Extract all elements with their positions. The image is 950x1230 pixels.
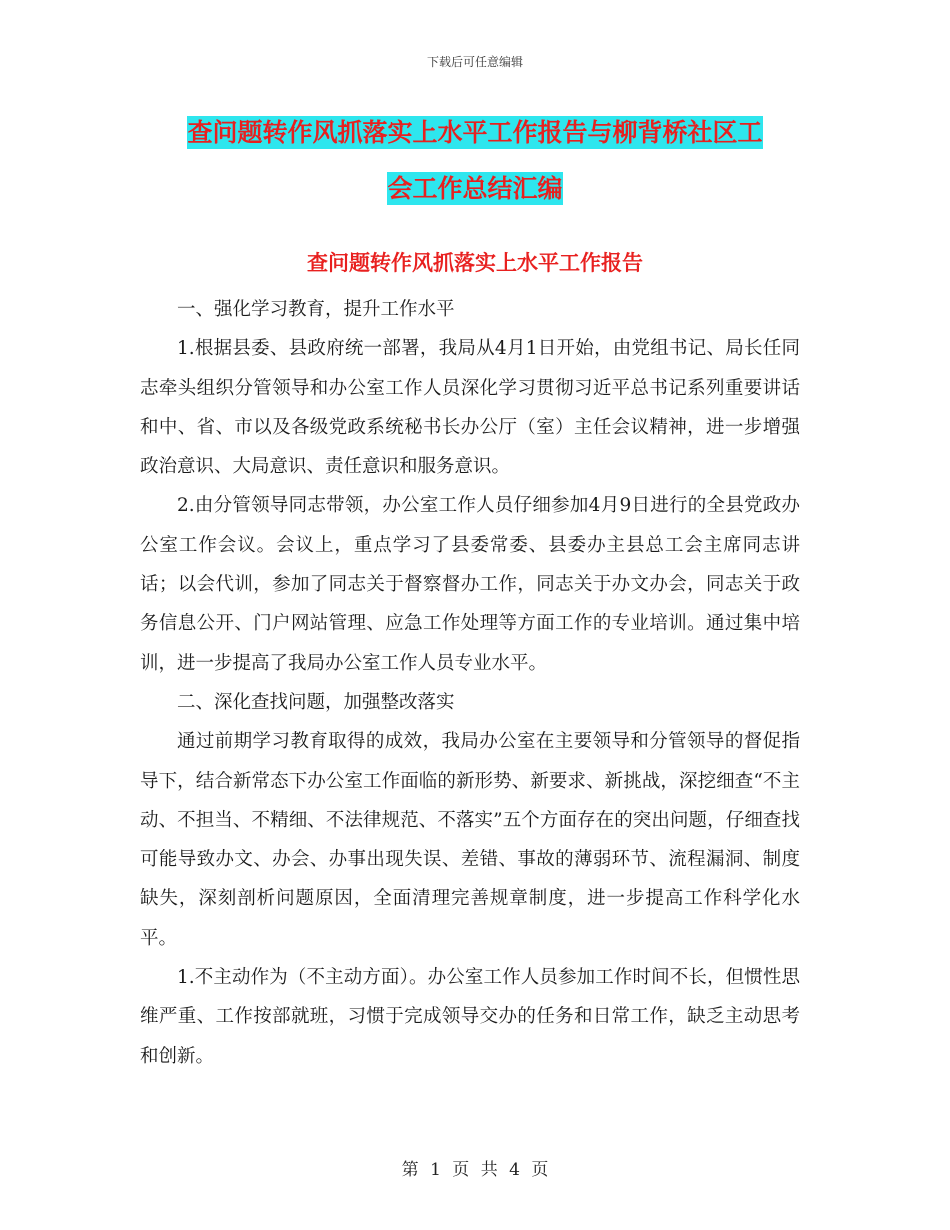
- paragraph: 2.由分管领导同志带领，办公室工作人员仔细参加4月9日进行的全县党政办公室工作会议。会议上，重点学习了县委常委、县委办主县总工会主席同志讲话；以会代训，参加了同志关于督察督办工作，同志关于办文办会，同志关于政务信息公开、门户网站管理、应急工作处理等方面工作的专业培训。通过集中培训，进一步提高了我局办公室工作人员专业水平。: [140, 495, 800, 674]
- main-title-line-2: 会工作总结汇编: [387, 174, 563, 203]
- paragraph: 通过前期学习教育取得的成效，我局办公室在主要领导和分管领导的督促指导下，结合新常态下办公室工作面临的新形势、新要求、新挑战，深挖细查“不主动、不担当、不精细、不法律规范、不落实”五个方面存在的突出问题，仔细查找可能导致办文、办会、办事出现失误、差错、事故的薄弱环节、流程漏洞、制度缺失，深刻剖析问题原因，全面清理完善规章制度，进一步提高工作科学化水平。: [140, 731, 800, 949]
- page-number: 第 1 页 共 4 页: [401, 1160, 549, 1180]
- heading-1: 一、强化学习教育，提升工作水平: [177, 299, 455, 320]
- paragraph: 1.根据县委、县政府统一部署，我局从4月1日开始，由党组书记、局长任同志牵头组织分管领导和办公室工作人员深化学习贯彻习近平总书记系列重要讲话和中、省、市以及各级党政系统秘书长办公厅（室）主任会议精神，进一步增强政治意识、大局意识、责任意识和服务意识。: [140, 338, 800, 478]
- document-body: [140, 290, 800, 1076]
- main-title-line-1: 查问题转作风抓落实上水平工作报告与柳背桥社区工: [187, 118, 763, 147]
- paragraph: 1.不主动作为（不主动方面）。办公室工作人员参加工作时间不长，但惯性思维严重、工作按部就班，习惯于完成领导交办的任务和日常工作，缺乏主动思考和创新。: [140, 967, 800, 1067]
- heading-2: 二、深化查找问题，加强整改落实: [177, 691, 455, 713]
- document-main-title: [140, 105, 810, 217]
- section-title: 查问题转作风抓落实上水平工作报告: [307, 251, 643, 275]
- page-header-note: 下载后可任意编辑: [426, 55, 523, 69]
